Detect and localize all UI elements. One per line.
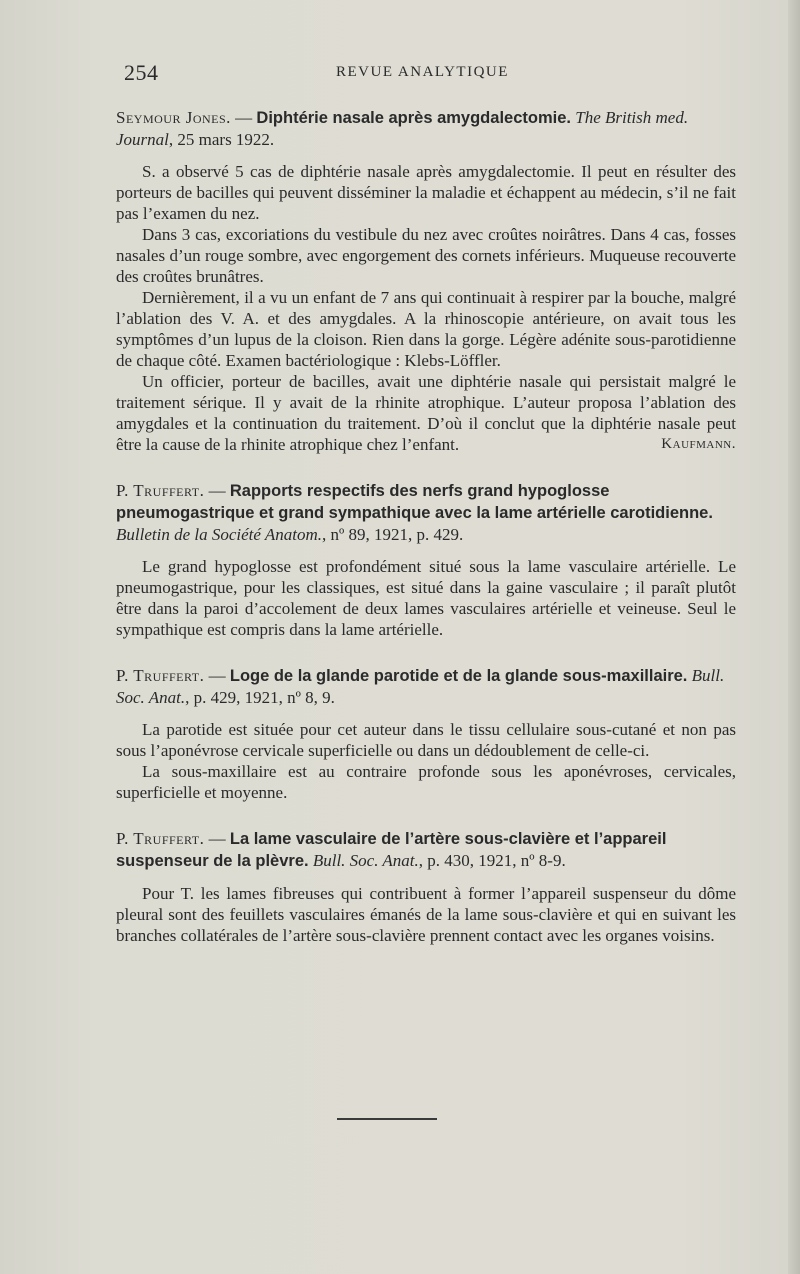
entry-author: P. Truffert. (116, 829, 205, 848)
entry-source-journal: The British med. Journal (116, 108, 689, 149)
entry-author: P. Truffert. (116, 666, 205, 685)
entry-heading (116, 480, 736, 545)
entry-paragraph-text: Un officier, porteur de bacilles, avait une diphtérie nasale qui persistait malgré le traitement sérique. Il y avait de la rhinite atrophique. L’auteur proposa l’ablation des amygdales et la continuation du traitement. D’où il conclut que la diphtérie nasale peut être la cause de la rhinite atrophique chez l’enfant. (116, 372, 736, 454)
entry-dash: — (204, 666, 230, 685)
page-number: 254 (124, 60, 159, 85)
entry-heading (116, 107, 736, 150)
entry-dash: — (230, 108, 257, 127)
entry-author: Seymour Jones. (116, 108, 231, 127)
entry-paragraph: La parotide est située pour cet auteur dans le tissu cellulaire sous-cutané et non pas sous l’aponévrose cervicale superficielle ou dans un dédoublement de celle-ci. (116, 720, 736, 760)
entry-title: Diphtérie nasale après amygdalectomie. (256, 109, 571, 127)
entry-title: Rapports respectifs des nerfs grand hypoglosse pneumogastrique et grand sympathique avec la lame artérielle carotidienne. (116, 482, 713, 522)
abstract-entry-2 (116, 480, 736, 640)
abstract-entry-4 (116, 828, 736, 946)
article-body (116, 107, 736, 971)
page-header (124, 60, 736, 90)
entry-paragraph: Dernièrement, il a vu un enfant de 7 ans qui continuait à respirer par la bouche, malgré l’ablation des V. A. et des amygdales. A la rhinoscopie antérieure, on avait tous les symptômes d’un lupus de la cloison. Rien dans la gorge. Légère adénite sous-parotidienne de chaque côté. Examen bactériologique : Klebs-Löffler. (116, 288, 736, 370)
entry-title: Loge de la glande parotide et de la glande sous-maxillaire. (229, 667, 688, 685)
entry-source-journal: Bulletin de la Société Anatom. (116, 525, 323, 544)
entry-dash: — (204, 829, 230, 848)
entry-title: La lame vasculaire de l’artère sous-clavière et l’appareil suspenseur de la plèvre. (116, 830, 667, 870)
entry-source-journal: Bull. Soc. Anat. (116, 666, 725, 707)
entry-source-details: , nº 89, 1921, p. 429. (322, 525, 464, 544)
running-head: REVUE ANALYTIQUE (336, 64, 509, 80)
entry-paragraph: S. a observé 5 cas de diphtérie nasale après amygdalectomie. Il peut en résulter des porteurs de bacilles qui peuvent disséminer la maladie et échappent au médecin, s’il ne fait pas l’examen du nez. (116, 162, 736, 223)
entry-source-details: , 25 mars 1922. (168, 130, 275, 149)
entry-source-details: , p. 430, 1921, nº 8-9. (418, 851, 566, 870)
page-edge-shadow (788, 0, 800, 1274)
entry-paragraph: La sous-maxillaire est au contraire profonde sous les aponévroses, cervicales, superficielle et moyenne. (116, 762, 736, 802)
entry-dash: — (204, 481, 230, 500)
entry-paragraph: Pour T. les lames fibreuses qui contribuent à former l’appareil suspenseur du dôme pleural sont des feuillets vasculaires émanés de la lame sous-clavière et qui en suivant les branches collatérales de l’artère sous-clavière prennent contact avec les organes voisins. (116, 884, 736, 945)
entry-author: P. Truffert. (116, 481, 205, 500)
entry-heading (116, 665, 736, 708)
abstract-entry-1 (116, 107, 736, 455)
entry-source-details: , p. 429, 1921, nº 8, 9. (185, 688, 335, 707)
entry-paragraph: Dans 3 cas, excoriations du vestibule du nez avec croûtes noirâtres. Dans 4 cas, fosses nasales d’un rouge sombre, avec engorgement des cornets inférieurs. Muqueuse recouverte des croûtes brunâtres. (116, 225, 736, 286)
abstract-entry-3 (116, 665, 736, 803)
entry-paragraph (116, 371, 736, 455)
entry-source-journal: Bull. Soc. Anat. (312, 851, 419, 870)
entry-paragraph: Le grand hypoglosse est profondément situé sous la lame vasculaire artérielle. Le pneumogastrique, pour les classiques, est situé dans la gaine vasculaire ; il paraît plutôt être dans la paroi d’accolement de deux lames vasculaires artérielle et veineuse. Seul le sympathique est compris dans la lame artérielle. (116, 557, 736, 639)
section-end-rule (337, 1118, 437, 1120)
entry-heading (116, 828, 736, 872)
reviewer-signature: Kaufmann. (661, 436, 736, 452)
